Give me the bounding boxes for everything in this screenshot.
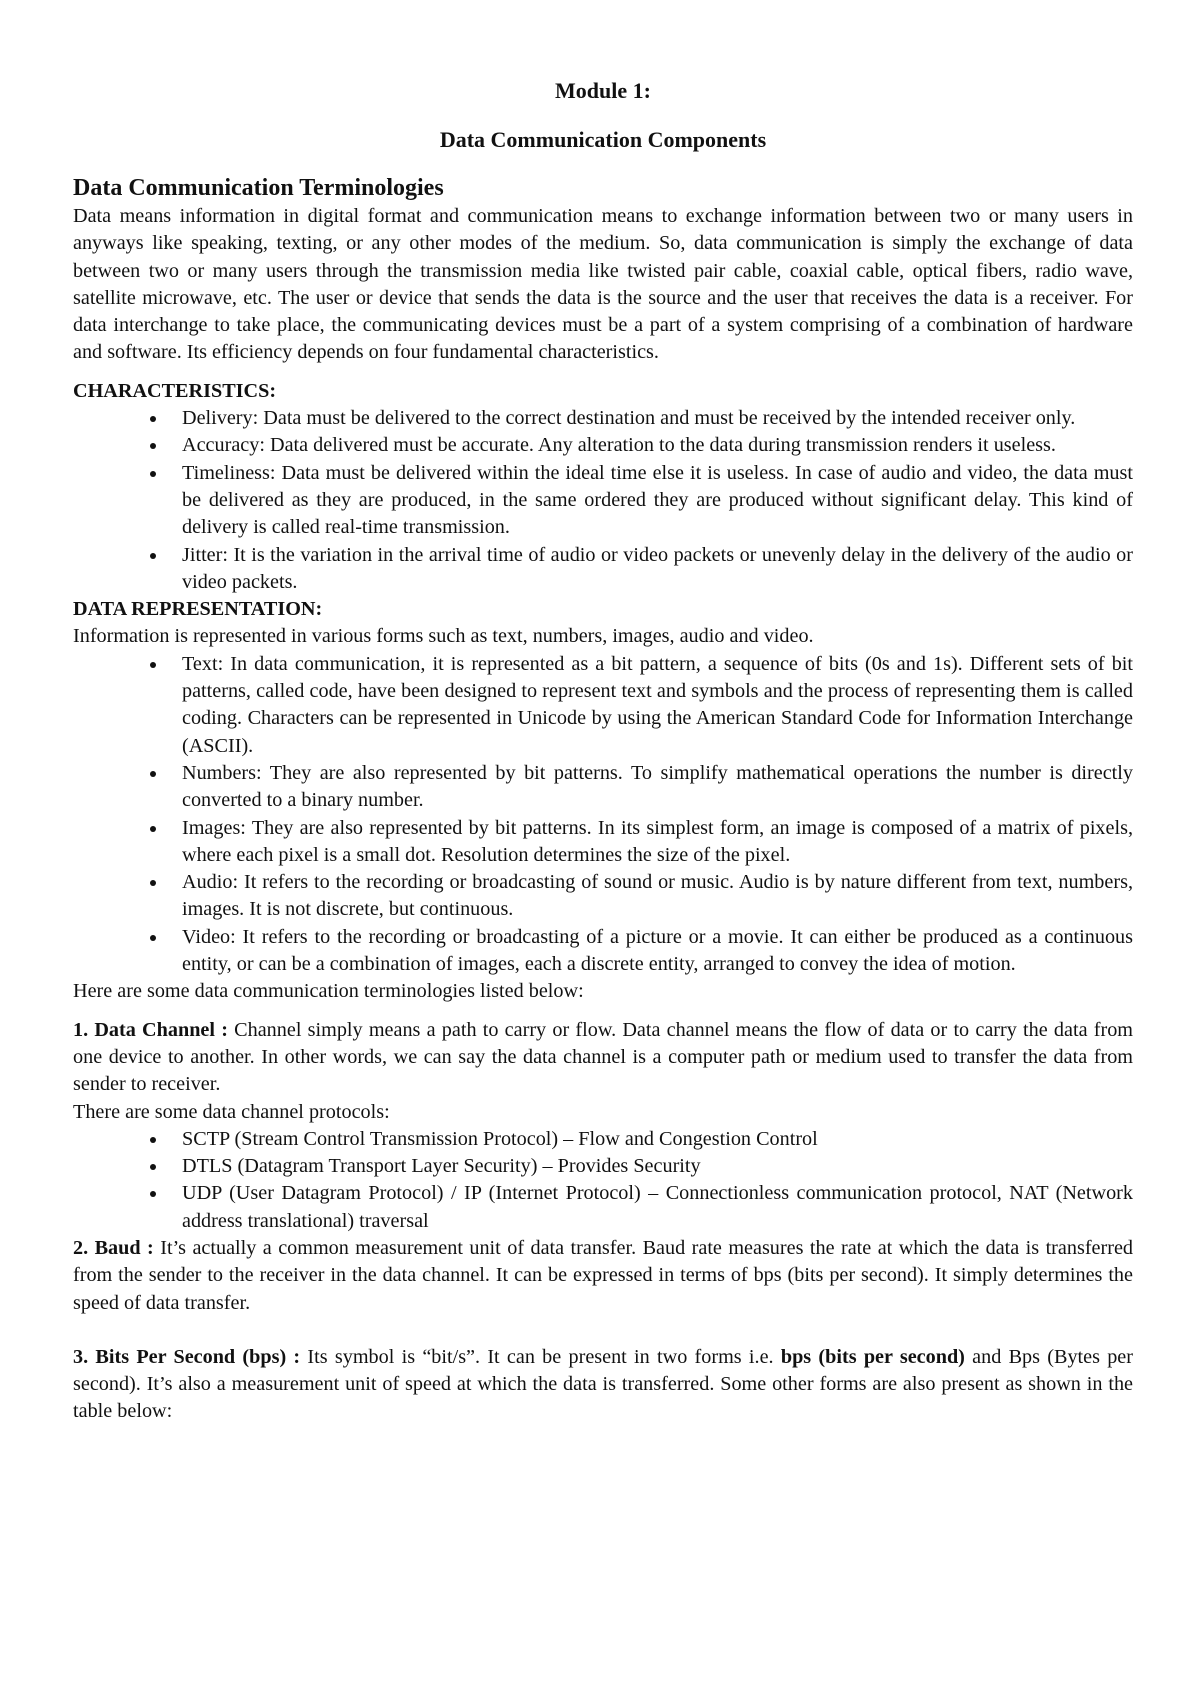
term-text: It’s actually a common measurement unit of data transfer. Baud rate measures the rate at which the data is transferred from the sender to the receiver in the data channel. It can be expressed in terms of bps (bits per second). It simply determines the speed of data transfer. xyxy=(73,1236,1133,1314)
list-item xyxy=(182,460,1133,542)
list-item-text: Images: They are also represented by bit patterns. In its simplest form, an image is composed of a matrix of pixels, where each pixel is a small dot. Resolution determines the size of the pixel. xyxy=(182,816,1133,866)
list-item-text: Video: It refers to the recording or broadcasting of a picture or a movie. It can either be produced as a continuous entity, or can be a combination of images, each a discrete entity, arranged to convey the idea of motion. xyxy=(182,925,1133,976)
bullet-icon xyxy=(150,935,156,941)
term-heading: 3. Bits Per Second (bps) : xyxy=(73,1345,301,1368)
term-bits-per-second xyxy=(73,1344,1133,1426)
list-item-text: Accuracy: Data delivered must be accurate. Any alteration to the data during transmission renders it useless. xyxy=(182,434,1056,457)
characteristics-heading: CHARACTERISTICS: xyxy=(73,379,277,402)
list-item xyxy=(182,1153,1133,1180)
list-item xyxy=(182,760,1133,815)
list-item xyxy=(182,815,1133,870)
document-subtitle: Data Communication Components xyxy=(439,127,767,152)
terminologies-intro: Here are some data communication terminologies listed below: xyxy=(73,980,584,1003)
bullet-icon xyxy=(150,471,156,477)
term-text: and Bps (Bytes per second). It’s also a measurement unit of speed at which the data is transferred. Some other forms are also present as shown in the table below: xyxy=(73,1345,1133,1423)
data-representation-heading: DATA REPRESENTATION: xyxy=(73,598,323,621)
list-item-text: SCTP (Stream Control Transmission Protocol) – Flow and Congestion Control xyxy=(182,1127,818,1150)
data-representation-intro: Information is represented in various forms such as text, numbers, images, audio and video. xyxy=(73,625,814,648)
list-item-text: UDP (User Datagram Protocol) / IP (Internet Protocol) – Connectionless communication protocol, NAT (Network address translational) traversal xyxy=(182,1182,1133,1232)
bullet-icon xyxy=(150,553,156,559)
term-baud xyxy=(73,1235,1133,1317)
list-item-text: Numbers: They are also represented by bit patterns. To simplify mathematical operations the number is directly converted to a binary number. xyxy=(182,761,1133,812)
list-item-text: Text: In data communication, it is represented as a bit pattern, a sequence of bits (0s and 1s). Different sets of bit patterns, called code, have been designed to represent text and symbols and the process of representing them is called coding. Characters can be represented in Unicode by using the American Standard Code for Information Interchange (ASCII). xyxy=(182,652,1133,757)
list-item xyxy=(182,924,1133,979)
bullet-icon xyxy=(150,880,156,886)
list-item xyxy=(182,651,1133,760)
list-item xyxy=(182,405,1133,432)
section-heading: Data Communication Terminologies xyxy=(73,175,444,201)
term-data-channel xyxy=(73,1017,1133,1099)
intro-paragraph: Data means information in digital format and communication means to exchange information between two or many users in anyways like speaking, texting, or any other modes of the medium. So, data communication is simply the exchange of data between two or many users through the transmission media like twisted pair cable, coaxial cable, optical fibers, radio wave, satellite microwave, etc. The user or device that sends the data is the source and the user that receives the data is a receiver. For data interchange to take place, the communicating devices must be a part of a system comprising of a combination of hardware and software. Its efficiency depends on four fundamental characteristics. xyxy=(73,205,1133,364)
term-bold-text: bps (bits per second) xyxy=(780,1345,965,1368)
list-item-text: Delivery: Data must be delivered to the correct destination and must be received by the intended receiver only. xyxy=(182,407,1076,430)
list-item-text: Audio: It refers to the recording or broadcasting of sound or music. Audio is by nature different from text, numbers, images. It is not discrete, but continuous. xyxy=(182,871,1133,921)
protocols-intro: There are some data channel protocols: xyxy=(73,1100,390,1123)
list-item xyxy=(182,869,1133,924)
bullet-icon xyxy=(150,662,156,668)
list-item-text: DTLS (Datagram Transport Layer Security) – Provides Security xyxy=(182,1155,701,1178)
bullet-icon xyxy=(150,771,156,777)
protocols-list xyxy=(73,1126,1133,1235)
bullet-icon xyxy=(150,1191,156,1197)
term-text: Channel simply means a path to carry or flow. Data channel means the flow of data or to carry the data from one device to another. In other words, we can say the data channel is a computer path or medium used to transfer the data from sender to receiver. xyxy=(73,1018,1134,1096)
module-title: Module 1: xyxy=(555,78,651,103)
list-item-text: Timeliness: Data must be delivered within the ideal time else it is useless. In case of audio and video, the data must be delivered as they are produced, in the same ordered they are produced without significant delay. This kind of delivery is called real-time transmission. xyxy=(182,461,1133,539)
bullet-icon xyxy=(150,826,156,832)
characteristics-list xyxy=(73,405,1133,596)
term-heading: 2. Baud : xyxy=(73,1236,154,1259)
list-item xyxy=(182,432,1133,459)
data-representation-list xyxy=(73,651,1133,979)
term-heading: 1. Data Channel : xyxy=(73,1018,228,1041)
list-item xyxy=(182,1126,1133,1153)
bullet-icon xyxy=(150,1164,156,1170)
bullet-icon xyxy=(150,416,156,422)
list-item xyxy=(182,542,1133,597)
list-item xyxy=(182,1180,1133,1235)
bullet-icon xyxy=(150,443,156,449)
list-item-text: Jitter: It is the variation in the arrival time of audio or video packets or unevenly delay in the delivery of the audio or video packets. xyxy=(182,543,1133,593)
bullet-icon xyxy=(150,1137,156,1143)
term-text: Its symbol is “bit/s”. It can be present in two forms i.e. xyxy=(300,1345,781,1368)
